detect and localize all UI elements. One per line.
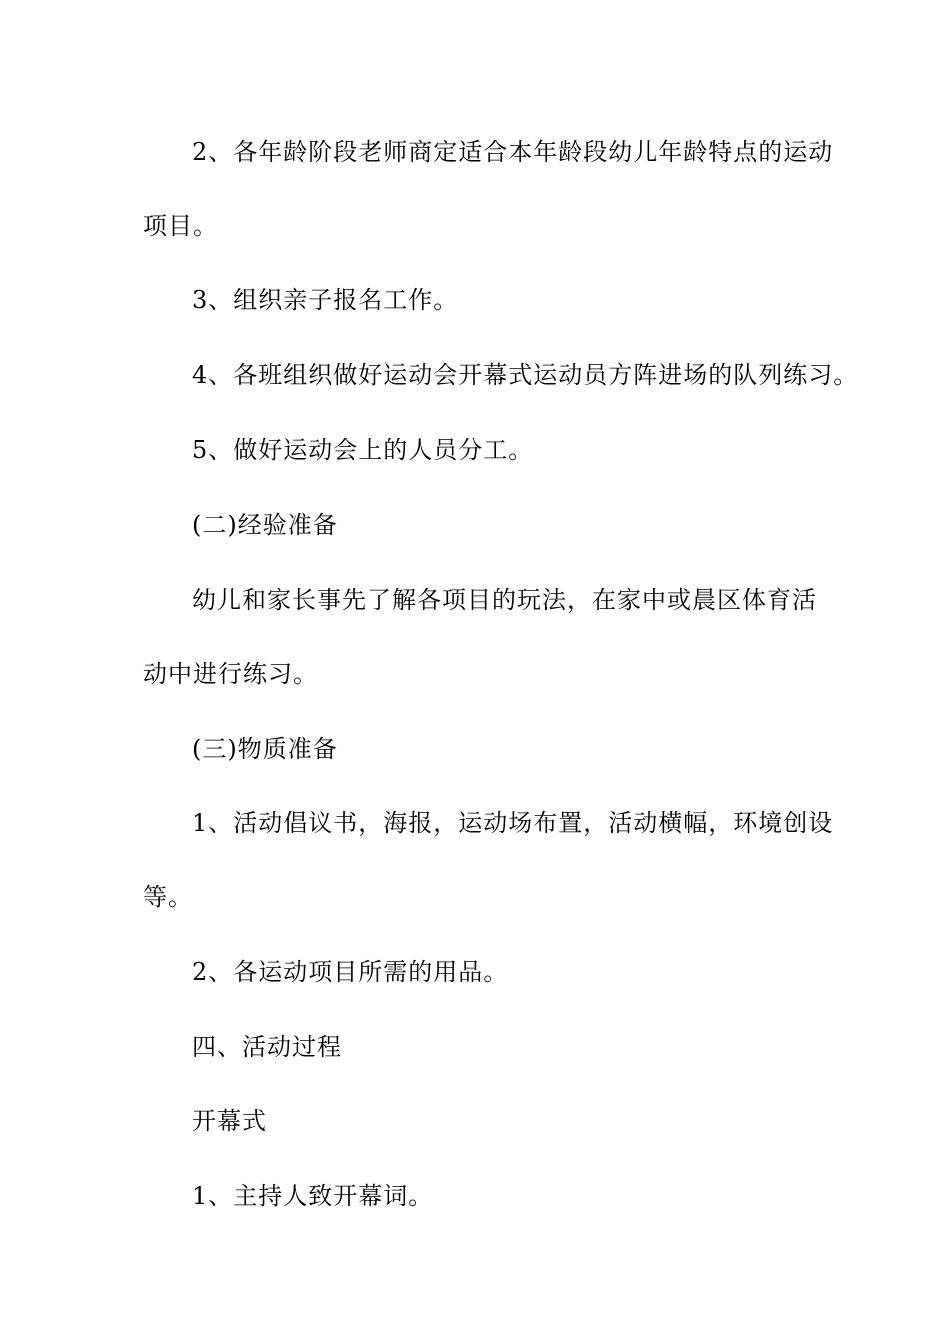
paragraph-line: 3、组织亲子报名工作。 — [192, 286, 459, 314]
paragraph-line: 等。 — [143, 883, 193, 911]
section-heading: 四、活动过程 — [192, 1033, 342, 1061]
section-heading: (二)经验准备 — [192, 511, 338, 539]
paragraph-line: 1、主持人致开幕词。 — [192, 1182, 434, 1210]
section-heading: (三)物质准备 — [192, 735, 338, 763]
section-heading: 开幕式 — [192, 1107, 267, 1135]
paragraph-line: 2、各年龄阶段老师商定适合本年龄段幼儿年龄特点的运动 — [192, 138, 834, 166]
paragraph-line: 项目。 — [143, 212, 218, 240]
paragraph-line: 1、活动倡议书，海报，运动场布置，活动横幅，环境创设 — [192, 809, 834, 837]
paragraph-line: 幼儿和家长事先了解各项目的玩法，在家中或晨区体育活 — [192, 586, 817, 614]
paragraph-line: 动中进行练习。 — [143, 660, 318, 688]
paragraph-line: 2、各运动项目所需的用品。 — [192, 958, 509, 986]
paragraph-line: 4、各班组织做好运动会开幕式运动员方阵进场的队列练习。 — [192, 361, 859, 389]
paragraph-line: 5、做好运动会上的人员分工。 — [192, 436, 534, 464]
